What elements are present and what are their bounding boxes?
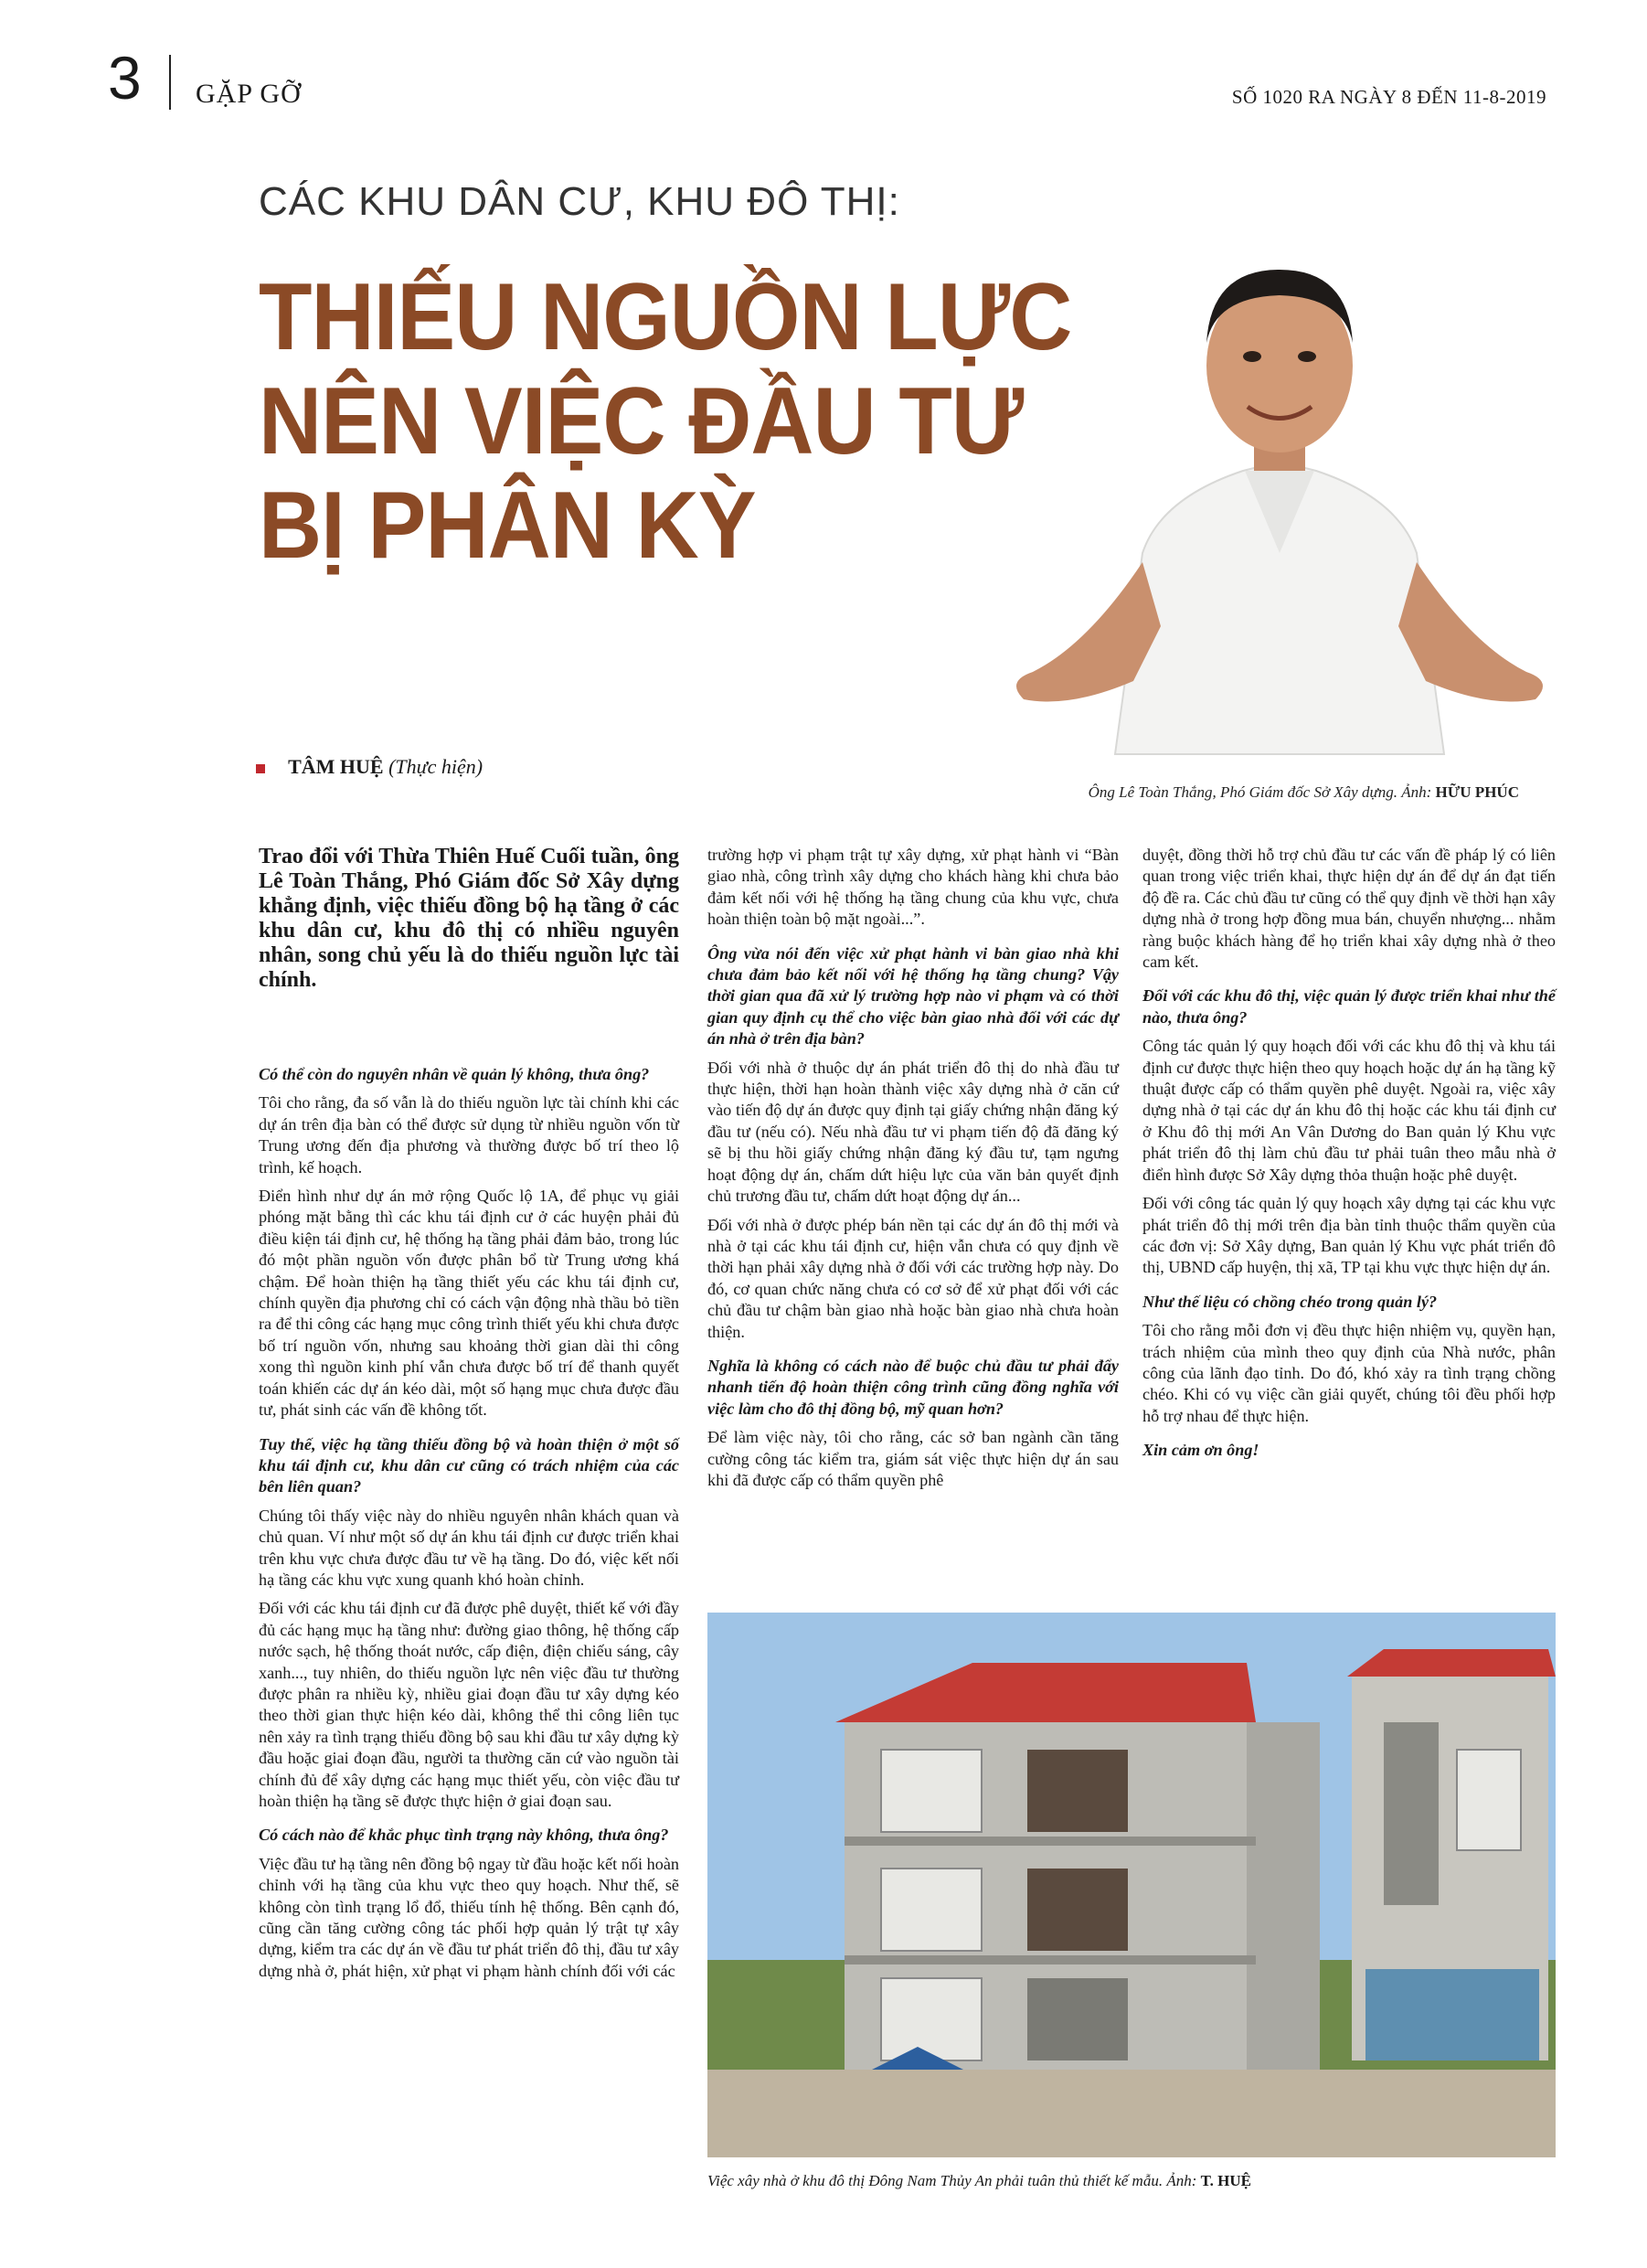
paragraph: Đối với nhà ở được phép bán nền tại các dự án đô thị mới và nhà ở tại các khu tái định cư, hiện vẫn chưa có quy định về thời hạn phải xây dựng nhà ở đối với các trường hợp này. Do đó, cơ quan chức năng chưa có cơ sở để xử phạt đối với các chủ đầu tư chậm bàn giao nhà hoặc bàn giao nhà chưa hoàn thiện. [707,1215,1119,1341]
closing-line: Xin cảm ơn ông! [1142,1441,1259,1460]
article-kicker: CÁC KHU DÂN CƯ, KHU ĐÔ THỊ: [259,179,900,224]
photo-caption-text: Việc xây nhà ở khu đô thị Đông Nam Thủy An phải tuân thủ thiết kế mẫu. Ảnh: [707,2172,1197,2189]
text-column-3 [1142,845,1556,1469]
paragraph: Đối với các khu tái định cư đã được phê duyệt, thiết kế với đầy đủ các hạng mục hạ tầng như: đường giao thông, hệ thống cấp nước sạch, hệ thống thoát nước, cấp điện, điện chiếu sáng, cây xanh..., tuy nhiên, do thiếu nguồn lực nên việc đầu tư thường được phân ra nhiều kỳ, nhiều giai đoạn đầu tư xây dựng kéo theo thời gian thực hiện kéo dài, không thể thi công liên tục nên xảy ra tình trạng thiếu đồng bộ sau khi đầu tư xây dựng kỳ đầu hoặc giai đoạn đầu, người ta thường căn cứ vào nguồn tài chính đủ để xây dựng các hạng mục thiết yếu, còn việc đầu tư hoàn thiện hạ tầng sẽ được thực hiện ở giai đoạn sau. [259,1599,679,1810]
byline [256,755,483,779]
paragraph: Việc đầu tư hạ tầng nên đồng bộ ngay từ đầu hoặc kết nối hoàn chỉnh với hạ tầng của khu vực theo quy hoạch. Như thế, sẽ không còn tình trạng lổ đổ, thiếu tính hệ thống. Bên cạnh đó, cũng cần tăng cường công tác phối hợp quản lý trật tự xây dựng, kiểm tra các dự án về đầu tư phát triển đô thị, đầu tư xây dựng nhà ở, phát hiện, xử phạt vi phạm hành chính đối với các [259,1854,679,1980]
text-column-2 [707,845,1119,1498]
question: Ông vừa nói đến việc xử phạt hành vi bàn giao nhà khi chưa đảm bảo kết nối với hệ thống hạ tầng chung? Vậy thời gian qua đã xử lý trường hợp nào vi phạm và có thời gian quy định cụ thể cho việc bàn giao nhà đối với các dự án nhà ở trên địa bàn? [707,943,1119,1049]
portrait-caption-text: Ông Lê Toàn Thắng, Phó Giám đốc Sở Xây dựng. Ảnh: [1088,783,1432,801]
header-divider [169,55,171,110]
headline-line: NÊN VIỆC ĐẦU TƯ [259,368,1024,474]
paragraph: Đối với nhà ở thuộc dự án phát triển đô thị do nhà đầu tư thực hiện, thời hạn hoàn thành việc xây dựng nhà ở căn cứ vào tiến độ dự án được quy định tại giấy chứng nhận đăng ký đầu tư (nếu có). Nếu nhà đầu tư vi phạm tiến độ đã đăng ký sẽ bị thu hồi giấy chứng nhận đăng ký đầu tư, tạm ngưng hoạt động dự án, chấm dứt hiệu lực của văn bản quyết định chủ trương đầu tư, chấm dứt hoạt động dự án... [707,1058,1119,1206]
portrait-caption [1089,783,1519,802]
paragraph: Điển hình như dự án mở rộng Quốc lộ 1A, để phục vụ giải phóng mặt bằng thì các khu tái định cư ở các huyện phải đủ điều kiện tái định cư, hệ thống hạ tầng phải đảm bảo, trong lúc đó một phần nguồn vốn được phân bổ từ Trung ương khá chậm. Để hoàn thiện hạ tầng thiết yếu các khu tái định cư, chính quyền địa phương chỉ có cách vận động nhà thầu bỏ tiền ra để thi công các hạng mục công trình thiết yếu khi chưa được bố trí nguồn vốn, nhưng sau khoảng thời gian dài thi công xong thì nguồn kinh phí vẫn chưa được bố trí để thanh quyết toán khiến các dự án kéo dài, một số hạng mục chưa được đầu tư, phát sinh các vấn đề không tốt. [259,1187,679,1420]
byline-role: (Thực hiện) [388,755,483,778]
headline-line: THIẾU NGUỒN LỰC [259,264,1072,370]
question: Như thế liệu có chồng chéo trong quản lý? [1142,1292,1438,1311]
photo-caption [707,2172,1251,2190]
issue-info: SỐ 1020 RA NGÀY 8 ĐẾN 11-8-2019 [1231,86,1546,108]
byline-name: TÂM HUỆ [288,755,384,778]
question: Có thể còn do nguyên nhân về quản lý không, thưa ông? [259,1065,650,1083]
section-name: GẶP GỠ [196,79,302,109]
paragraph: Tôi cho rằng, đa số vẫn là do thiếu nguồn lực tài chính khi các dự án trên địa bàn có thể được sử dụng từ nhiều nguồn vốn từ Trung ương đến địa phương và thường được bố trí theo lộ trình, kế hoạch. [259,1093,679,1177]
paragraph: Tôi cho rằng mỗi đơn vị đều thực hiện nhiệm vụ, quyền hạn, trách nhiệm của mình theo quy định của Nhà nước, phân công của lãnh đạo tỉnh. Do đó, khó xảy ra tình trạng chồng chéo. Khi có vụ việc cần giải quyết, chúng tôi đều phối hợp hỗ trợ nhau để thực hiện. [1142,1321,1556,1425]
article-headline [259,265,1083,578]
portrait-credit: HỮU PHÚC [1435,783,1519,801]
paragraph: Chúng tôi thấy việc này do nhiều nguyên nhân khách quan và chủ quan. Ví như một số dự án khu tái định cư được triển khai trên khu vực chưa được đầu tư về hạ tầng. Do đó, việc kết nối hạ tầng các khu vực xung quanh khó hoàn chỉnh. [259,1506,679,1589]
paragraph: Để làm việc này, tôi cho rằng, các sở ban ngành cần tăng cường công tác kiểm tra, giám sát việc thực hiện dự án sau khi đã được cấp có thẩm quyền phê [707,1428,1119,1489]
housing-photo [707,1613,1556,2157]
question: Tuy thế, việc hạ tầng thiếu đồng bộ và hoàn thiện ở một số khu tái định cư, khu dân cư cũng có trách nhiệm của các bên liên quan? [259,1434,679,1496]
photo-credit: T. HUỆ [1200,2172,1252,2189]
page-number: 3 [108,44,142,112]
headline-line: BỊ PHÂN KỲ [259,473,756,579]
paragraph: Công tác quản lý quy hoạch đối với các khu đô thị và khu tái định cư được thực hiện theo quy hoạch hoặc dự án hạ tầng kỹ thuật được cấp có thẩm quyền phê duyệt. Ngoài ra, việc xây dựng nhà ở tại các dự án khu đô thị hoặc các khu tái định cư ở Khu đô thị mới An Vân Dương do Ban quản lý Khu vực phát triển đô thị làm chủ đầu tư phải tuân theo mẫu nhà ở điển hình được Sở Xây dựng thỏa thuận hoặc phê duyệt. [1142,1037,1556,1184]
paragraph: trường hợp vi phạm trật tự xây dựng, xử phạt hành vi “Bàn giao nhà, công trình xây dựng cho khách hàng khi chưa bảo đảm kết nối với hệ thống hạ tầng chung của khu vực, chưa hoàn thiện toàn bộ mặt ngoài...”. [707,846,1119,929]
article-lead: Trao đổi với Thừa Thiên Huế Cuối tuần, ông Lê Toàn Thắng, Phó Giám đốc Sở Xây dựng khẳng định, việc thiếu đồng bộ hạ tầng ở các khu dân cư, khu đô thị có nhiều nguyên nhân, song chủ yếu là do thiếu nguồn lực tài chính. [259,845,679,992]
question: Nghĩa là không có cách nào để buộc chủ đầu tư phải đẩy nhanh tiến độ hoàn thiện công trình cũng đồng nghĩa với việc làm cho đô thị đồng bộ, mỹ quan hơn? [707,1356,1119,1418]
text-column-1 [259,1051,679,1989]
paragraph: Đối với công tác quản lý quy hoạch xây dựng tại các khu vực phát triển đô thị mới trên địa bàn tỉnh thuộc thẩm quyền của các đơn vị: Sở Xây dựng, Ban quản lý Khu vực phát triển đô thị, UBND cấp huyện, thị xã, TP tại khu vực thực hiện dự án. [1142,1194,1556,1277]
question: Có cách nào để khắc phục tình trạng này không, thưa ông? [259,1826,669,1845]
byline-marker [256,764,265,773]
portrait-photo [1005,169,1554,763]
paragraph: duyệt, đồng thời hỗ trợ chủ đầu tư các vấn đề pháp lý có liên quan trong việc triển khai, thực hiện dự án để dự án đạt tiến độ đề ra. Các chủ đầu tư cũng có thể quy định về thời hạn xây dựng nhà ở trong hợp đồng mua bán, chuyển nhượng... nhằm ràng buộc khách hàng để họ triển khai xây dựng nhà ở theo cam kết. [1142,846,1556,972]
question: Đối với các khu đô thị, việc quản lý được triển khai như thế nào, thưa ông? [1142,986,1556,1027]
